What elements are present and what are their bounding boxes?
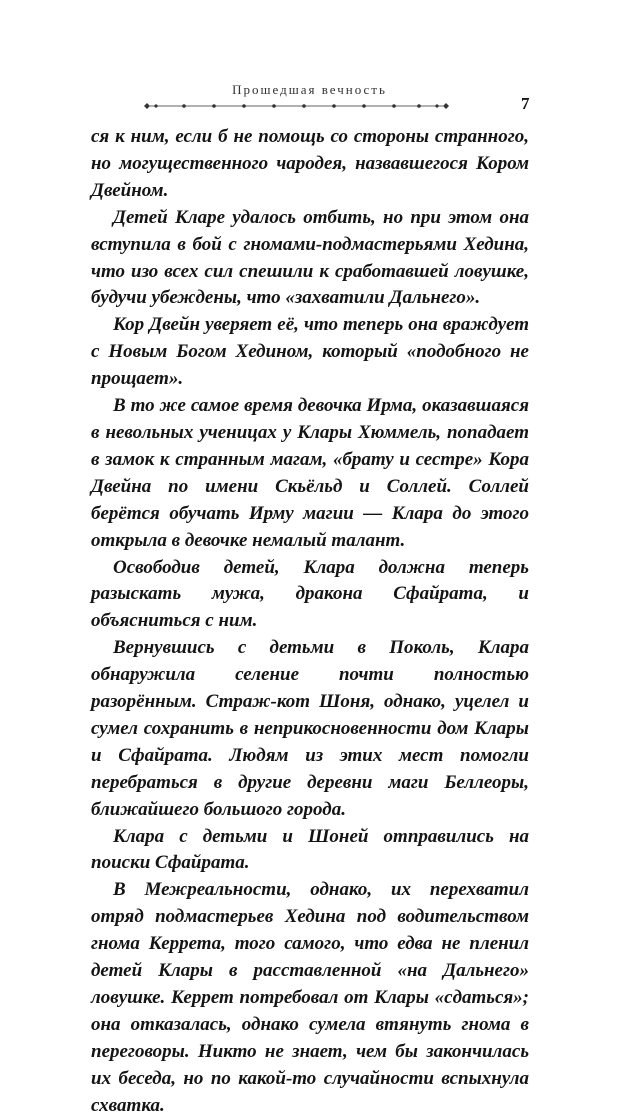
paragraph: ся к ним, если б не помощь со стороны странного, но могущественного чародея, назвавшегося Кором Двейном. — [91, 126, 529, 201]
paragraph: В то же самое время девочка Ирма, оказавшаяся в невольных ученицах у Клары Хюммель, попадает в замок к странным магам, «брату и сестре» Кора Двейна по имени Скьёльд и Соллей. Соллей берётся обучать Ирму магии — Клара до этого открыла в девочке немалый талант. — [91, 395, 529, 551]
page-number: 7 — [521, 94, 530, 113]
paragraph: Кор Двейн уверяет её, что теперь она враждует с Новым Богом Хедином, который «подобного не прощает». — [91, 314, 529, 390]
running-title: Прошедшая вечность — [232, 82, 387, 97]
paragraph: Освободив детей, Клара должна теперь разыскать мужа, дракона Сфайрата, и объясниться с ним. — [91, 556, 529, 632]
body-text — [91, 124, 529, 1120]
paragraph: Детей Кларе удалось отбить, но при этом она вступила в бой с гномами-подмастерьями Хедина, что изо всех сил спешили к сработавшей ловушке, будучи убеждены, что «захватили Дальнего». — [91, 206, 529, 309]
header-ornament-rule — [144, 101, 449, 111]
paragraph: Вернувшись с детьми в Поколь, Клара обнаружила селение почти полностью разорённым. Страж-кот Шоня, однако, уцелел и сумел сохранить в неприкосновенности дом Клары и Сфайрата. Людям из этих мест помогли перебраться в другие деревни маги Беллеоры, ближайшего большого города. — [91, 637, 529, 820]
paragraph: В Межреальности, однако, их перехватил отряд подмастерьев Хедина под водительством гнома Керрета, того самого, что едва не пленил детей Клары в расставленной «на Дальнего» ловушке. Керрет потребовал от Клары «сдаться»; она отказалась, однако сумела втянуть гнома в переговоры. Никто не знает, чем бы закончилась их беседа, но по какой-то случайности вспыхнула схватка. — [91, 879, 529, 1116]
paragraph: Клара с детьми и Шоней отправились на поиски Сфайрата. — [91, 825, 529, 874]
